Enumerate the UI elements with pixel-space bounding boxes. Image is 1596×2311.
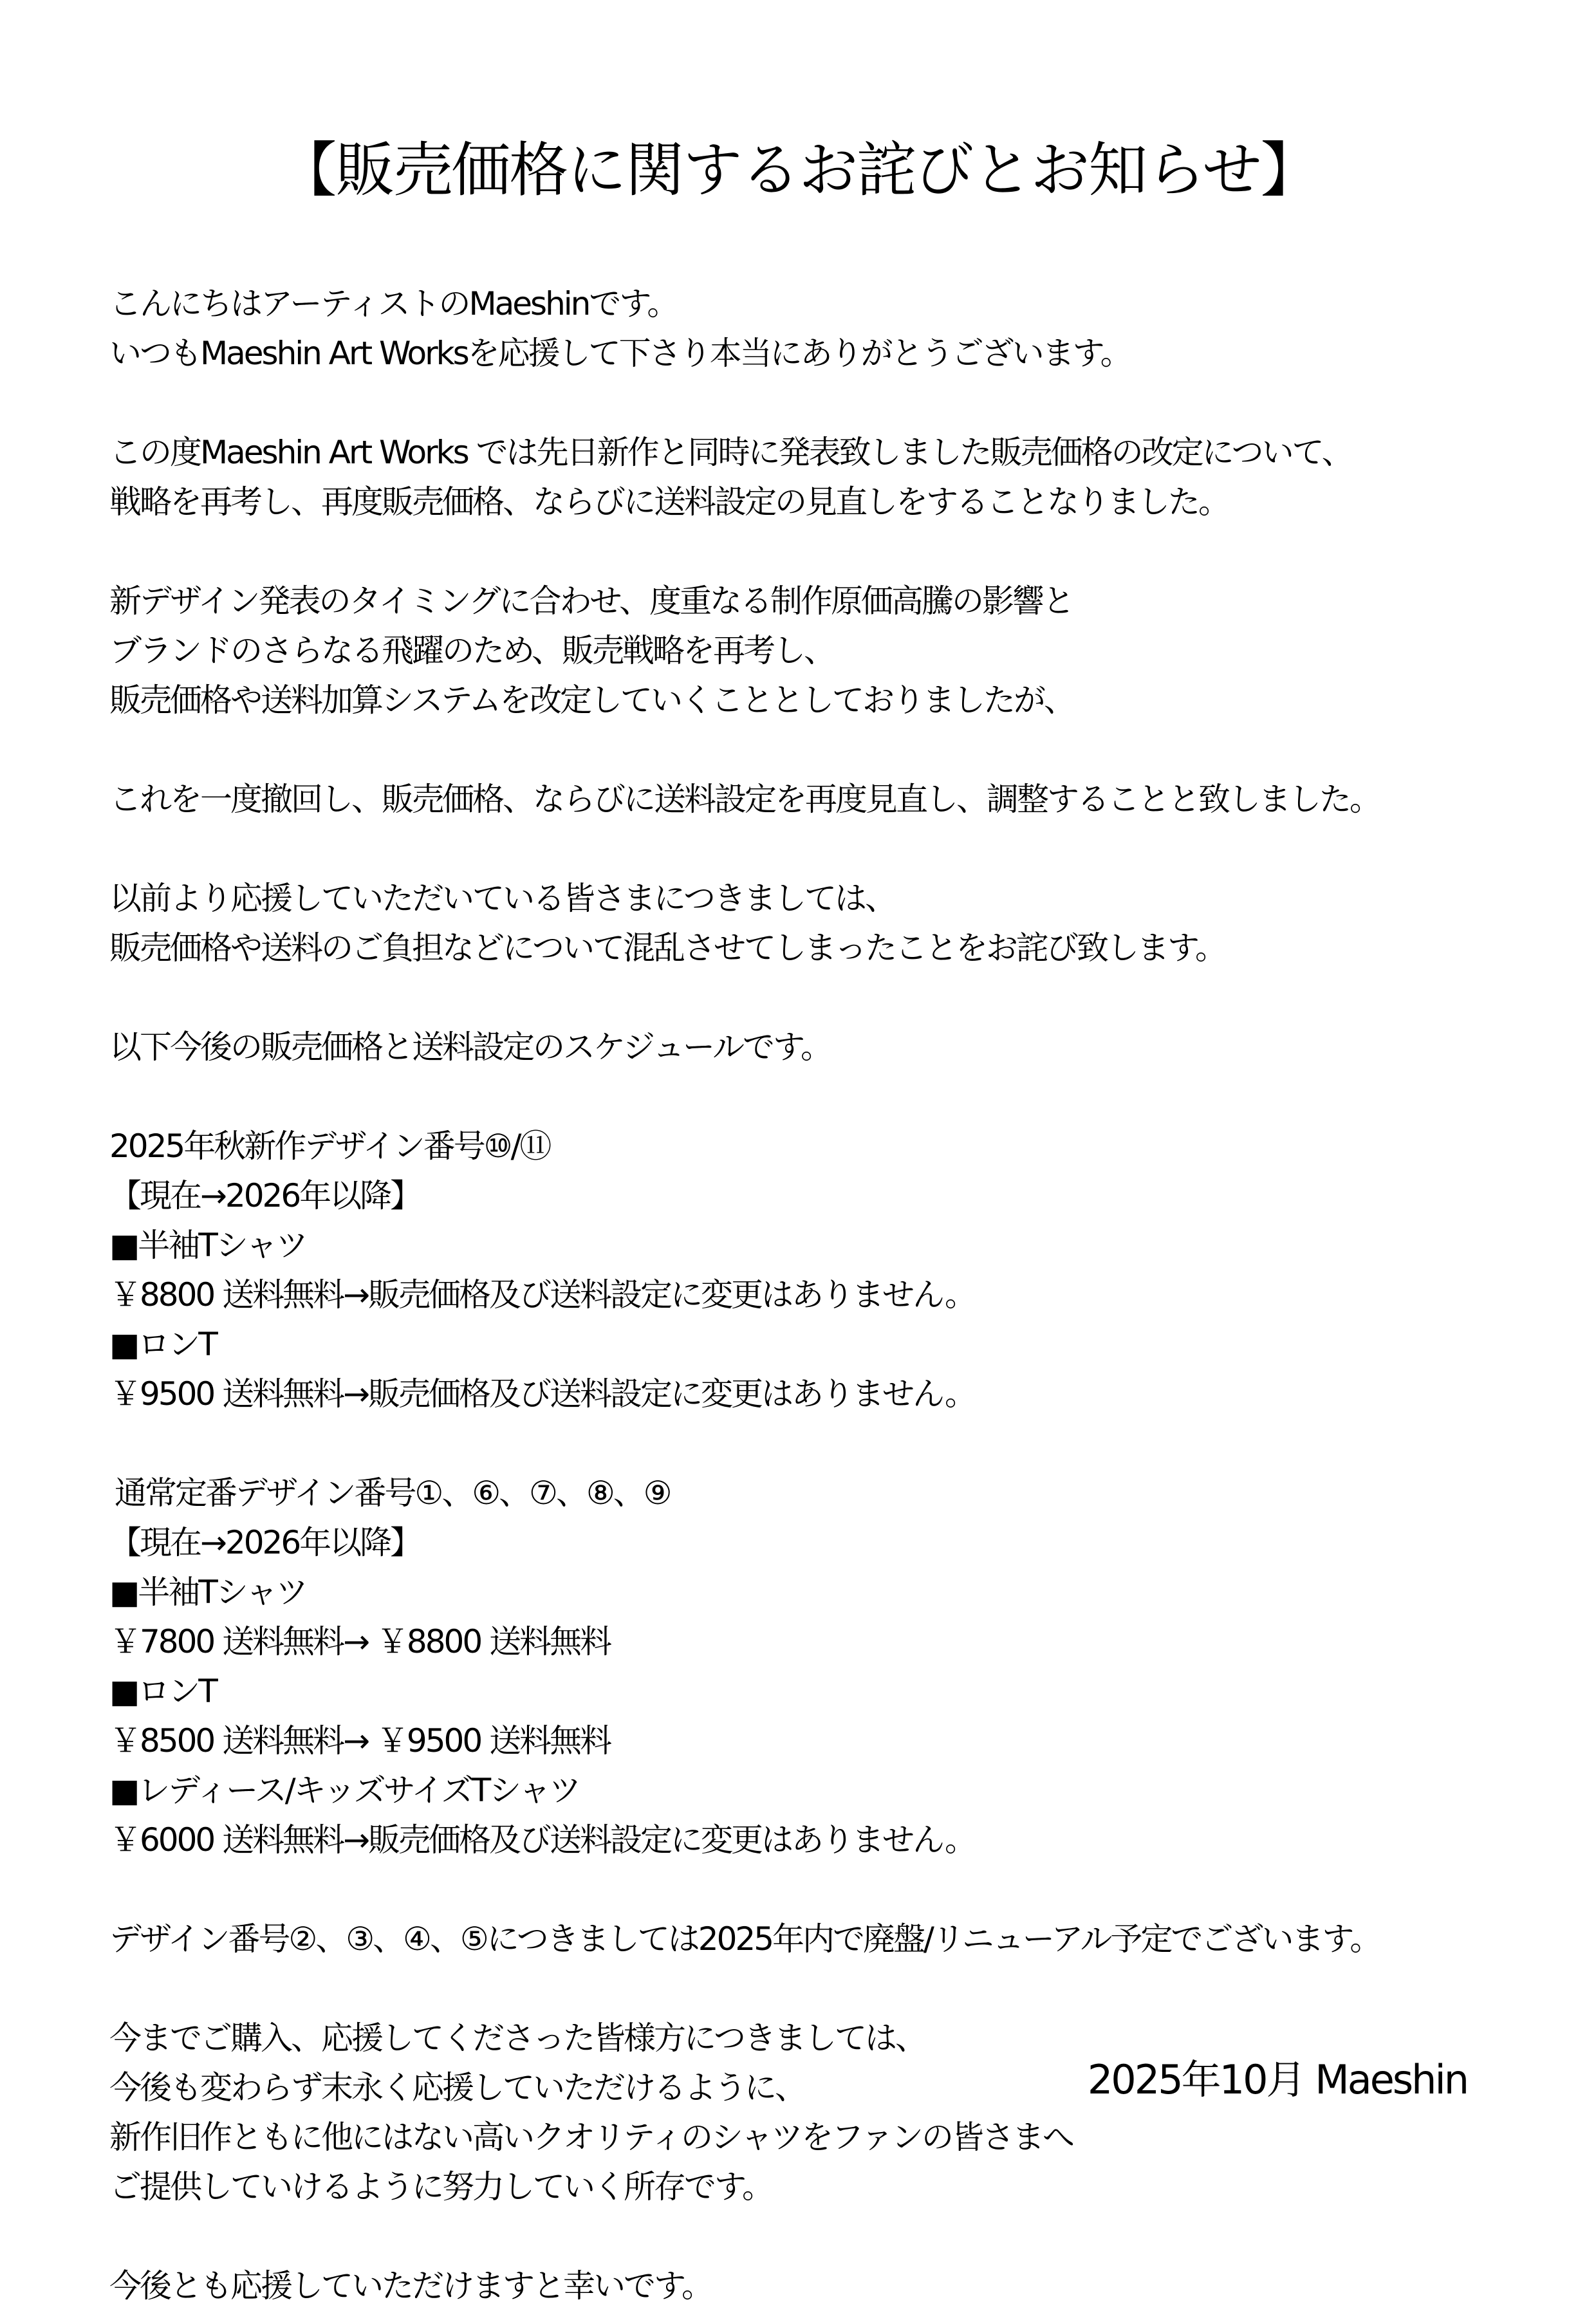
text-line: 今までご購入、応援してくださった皆様方につきましては、 — [109, 2019, 925, 2057]
price-line: ￥9500 送料無料→販売価格及び送料設定に変更はありません。 — [109, 1375, 976, 1413]
price-line: ￥8800 送料無料→販売価格及び送料設定に変更はありません。 — [109, 1276, 976, 1313]
text-line: いつもMaeshin Art Worksを応援して下さり本当にありがとうございます。 — [109, 335, 1131, 372]
announcement-paragraph — [109, 428, 1545, 527]
paragraph-gap — [109, 527, 1545, 577]
signature: 2025年10月 Maeshin — [1087, 2056, 1467, 2103]
text-line: こんにちはアーティストのMaeshinです。 — [109, 285, 678, 322]
product-name: ■ロンT — [109, 1673, 216, 1710]
paragraph-gap — [109, 973, 1545, 1023]
paragraph-gap — [109, 1865, 1545, 1915]
schedule-heading: 2025年秋新作デザイン番号⑩/⑪ — [109, 1128, 550, 1165]
price-line: ￥8500 送料無料→ ￥9500 送料無料 — [109, 1722, 611, 1759]
text-line: 販売価格や送料加算システムを改定していくこととしておりましたが、 — [109, 682, 1074, 719]
product-name: ■半袖Tシャツ — [109, 1227, 306, 1264]
schedule-period: 【現在→2026年以降】 — [109, 1177, 421, 1214]
text-line: 販売価格や送料のご負担などについて混乱させてしまったことをお詫び致します。 — [109, 929, 1225, 967]
text-line: 以前より応援していただいている皆さまにつきましては、 — [109, 880, 895, 917]
withdrawal-paragraph — [109, 775, 1545, 824]
text-line: この度Maeshin Art Works では先日新作と同時に発表致しました販売価格の改定について、 — [109, 434, 1352, 471]
product-name: ■ロンT — [109, 1326, 216, 1363]
notice-body — [109, 279, 1545, 2311]
schedule-period: 【現在→2026年以降】 — [109, 1524, 421, 1561]
price-line: ￥7800 送料無料→ ￥8800 送料無料 — [109, 1623, 611, 1660]
discontinued-notice: デザイン番号②、③、④、⑤につきましては2025年内で廃盤/リニューアル予定でございます。 — [109, 1920, 1380, 1958]
page-title: 【販売価格に関するお詫びとお知らせ】 — [277, 136, 1319, 205]
paragraph-gap — [109, 1419, 1545, 1469]
schedule-heading: 通常定番デザイン番号①、⑥、⑦、⑧、⑨ — [115, 1474, 671, 1512]
price-line: ￥6000 送料無料→販売価格及び送料設定に変更はありません。 — [109, 1821, 976, 1859]
text-line: ブランドのさらなる飛躍のため、販売戦略を再考し、 — [109, 632, 834, 669]
paragraph-gap — [109, 824, 1545, 874]
product-name: ■レディース/キッズサイズTシャツ — [109, 1772, 580, 1809]
text-line: 今後も変わらず末永く応援していただけるように、 — [109, 2069, 805, 2106]
thanks-paragraph — [109, 2014, 1545, 2212]
text-line: 新デザイン発表のタイミングに合わせ、度重なる制作原価高騰の影響と — [109, 582, 1073, 620]
paragraph-gap — [109, 725, 1545, 775]
schedule-standard-designs — [109, 1469, 1545, 1865]
text-line: ご提供していけるように努力していく所存です。 — [109, 2168, 772, 2205]
schedule-intro: 以下今後の販売価格と送料設定のスケジュールです。 — [109, 1028, 831, 1066]
text-line: これを一度撤回し、販売価格、ならびに送料設定を再度見直し、調整することと致しました。 — [109, 781, 1380, 818]
background-paragraph — [109, 577, 1545, 725]
product-name: ■半袖Tシャツ — [109, 1573, 306, 1611]
apology-paragraph — [109, 874, 1545, 973]
paragraph-gap — [109, 378, 1545, 428]
text-line: 新作旧作ともに他にはない高いクオリティのシャツをファンの皆さまへ — [109, 2119, 1073, 2156]
paragraph-gap — [109, 2212, 1545, 2261]
paragraph-gap — [109, 1964, 1545, 2014]
text-line: 戦略を再考し、再度販売価格、ならびに送料設定の見直しをすることなりました。 — [109, 483, 1229, 521]
paragraph-gap — [109, 1072, 1545, 1122]
schedule-new-designs — [109, 1122, 1545, 1419]
greeting-paragraph — [109, 279, 1545, 378]
closing-line: 今後とも応援していただけますと幸いです。 — [109, 2267, 712, 2305]
